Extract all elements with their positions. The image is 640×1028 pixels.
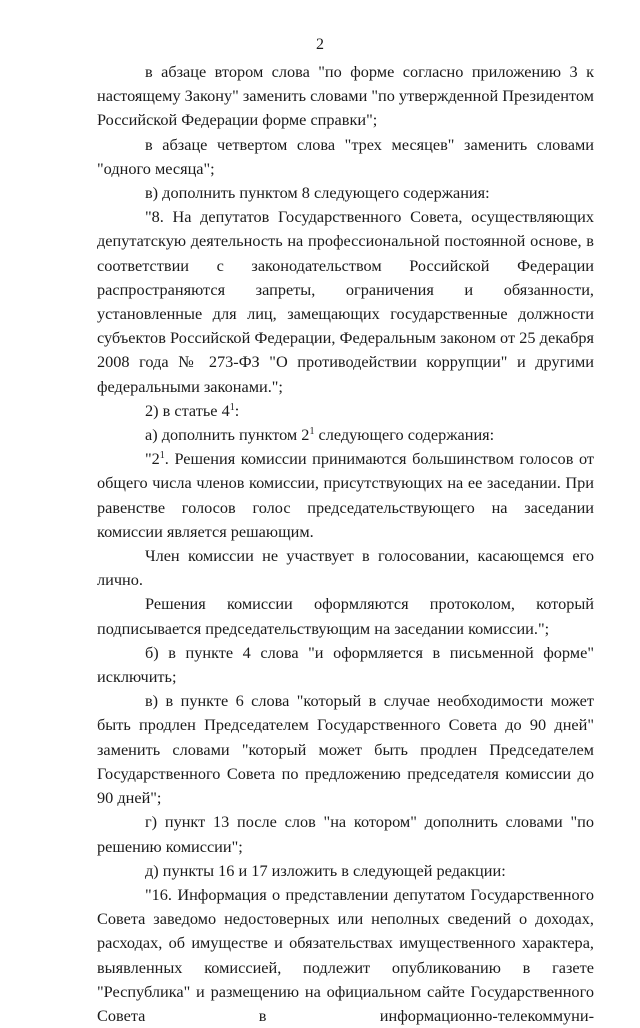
item-a-suffix: следующего содержания: — [314, 425, 495, 445]
paragraph-abzac-chetvertom: в абзаце четвертом слова "трех месяцев" заменить словами "одного месяца"; — [97, 134, 594, 178]
paragraph-member-not-voting: Член комиссии не участвует в голосовании, касающемся его лично. — [97, 546, 594, 590]
paragraph-item-d: д) пункты 16 и 17 изложить в следующей редакции: — [145, 860, 506, 880]
article-superscript: 1 — [229, 401, 235, 413]
document-body — [97, 60, 594, 1028]
point-2-1-superscript: 1 — [159, 450, 165, 462]
paragraph-item-a — [97, 423, 594, 447]
paragraph-item-v: в) дополнить пунктом 8 следующего содержания: — [145, 183, 490, 203]
paragraph-article-4-1 — [97, 399, 594, 423]
paragraph-item-b: б) в пункте 4 слова "и оформляется в письменной форме" исключить; — [97, 642, 594, 687]
article-suffix: : — [234, 400, 240, 420]
paragraph-protocol: Решения комиссии оформляются протоколом, который подписывается председательствующим на заседании комиссии."; — [97, 594, 594, 638]
item-a-text: а) дополнить пунктом 2 — [145, 425, 310, 445]
paragraph-point-16: "16. Информация о представлении депутатом Государственного Совета заведомо недостоверных или неполных сведений о доходах, расходах, об имуществе и обязательствах имущественного характера, выявленных комиссией, подлежит опубликованию в газете "Республика" и размещению на официальном сайте Государственного Совета в информационно-телекоммуни- — [97, 884, 594, 1025]
page-number: 2 — [316, 36, 324, 53]
paragraph-item-g: г) пункт 13 после слов "на котором" дополнить словами "по решению комиссии"; — [97, 812, 594, 856]
paragraph-point-2-1 — [97, 447, 594, 544]
point-2-1-text: . Решения комиссии принимаются большинством голосов от общего числа членов комиссии, присутствующих на ее заседании. При равенстве голосов голос председательствующего на заседании комиссии является решающим. — [97, 449, 594, 541]
item-a-superscript: 1 — [309, 426, 315, 438]
paragraph-point-8: "8. На депутатов Государственного Совета, осуществляющих депутатскую деятельность на профессиональной постоянной основе, в соответствии с законодательством Российской Федерации распространяются запреты, ограничения и обязанности, установленные для лиц, замещающих государственные должности субъектов Российской Федерации, Федеральным законом от 25 декабря 2008 года № 273-ФЗ "О противодействии коррупции" и другими федеральными законами."; — [97, 207, 594, 396]
paragraph-abzac-vtorom: в абзаце втором слова "по форме согласно приложению 3 к настоящему Закону" заменить словами "по утвержденной Президентом Российской Федерации форме справки"; — [97, 62, 594, 130]
paragraph-item-v-point-6: в) в пункте 6 слова "который в случае необходимости может быть продлен Председателем Государственного Совета до 90 дней" заменить словами "который может быть продлен Председателем Государственного Совета по предложению председателя комиссии до 90 дней"; — [97, 691, 594, 808]
article-text: 2) в статье 4 — [145, 400, 230, 420]
point-2-1-prefix: "2 — [145, 449, 160, 469]
